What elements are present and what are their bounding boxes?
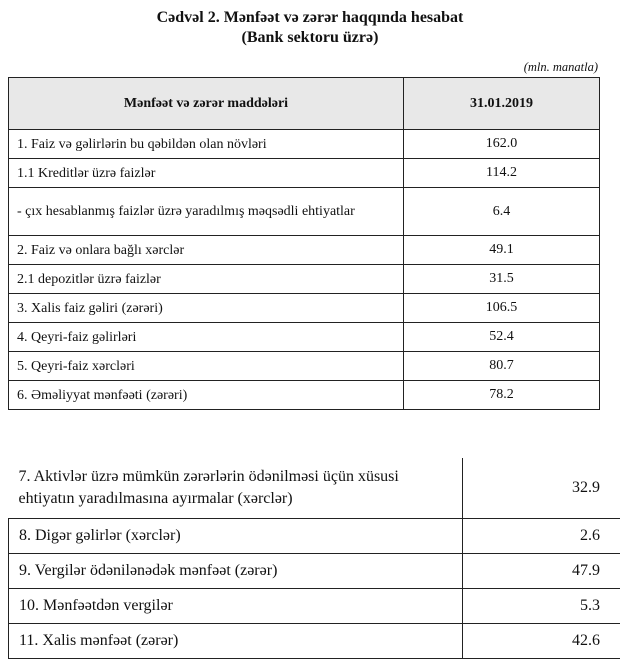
row-value: 6.4 [404, 188, 600, 236]
row-value: 52.4 [404, 323, 600, 352]
table-row [9, 553, 620, 588]
row-value: 106.5 [404, 294, 600, 323]
table-title: Cədvəl 2. Mənfəət və zərər haqqında hesabat [156, 9, 464, 26]
row-label: 6. Əməliyyat mənfəəti (zərəri) [9, 381, 404, 410]
table-row [9, 188, 600, 236]
row-label: 7. Aktivlər üzrə mümkün zərərlərin ödənilməsi üçün xüsusi ehtiyatın yaradılmasına ayırmalar (xərclər) [9, 458, 463, 518]
row-value: 114.2 [404, 159, 600, 188]
table-row [9, 265, 600, 294]
income-statement-table-part2 [8, 458, 620, 659]
table-row [9, 458, 620, 518]
table-row [9, 130, 600, 159]
row-label: 4. Qeyri-faiz gəlirləri [9, 323, 404, 352]
table-subtitle: (Bank sektoru üzrə) [241, 29, 379, 46]
header-date: 31.01.2019 [404, 78, 600, 130]
row-value: 31.5 [404, 265, 600, 294]
row-value: 162.0 [404, 130, 600, 159]
row-value: 2.6 [462, 518, 620, 553]
row-label: 2. Faiz və onlara bağlı xərclər [9, 236, 404, 265]
table-header-row [9, 78, 600, 130]
income-statement-table-part1 [8, 77, 600, 410]
row-label: 11. Xalis mənfəət (zərər) [9, 623, 463, 658]
table-row [9, 323, 600, 352]
row-label: 1.1 Kreditlər üzrə faizlər [9, 159, 404, 188]
row-label: 1. Faiz və gəlirlərin bu qəbildən olan növləri [9, 130, 404, 159]
row-value: 80.7 [404, 352, 600, 381]
table-row [9, 518, 620, 553]
row-value: 32.9 [462, 458, 620, 518]
row-value: 47.9 [462, 553, 620, 588]
row-label: 2.1 depozitlər üzrə faizlər [9, 265, 404, 294]
row-label: 5. Qeyri-faiz xərcləri [9, 352, 404, 381]
unit-note: (mln. manatla) [523, 60, 598, 74]
table-row [9, 588, 620, 623]
row-label: - çıx hesablanmış faizlər üzrə yaradılmış məqsədli ehtiyatlar [9, 188, 404, 236]
table-row [9, 352, 600, 381]
row-value: 78.2 [404, 381, 600, 410]
row-label: 9. Vergilər ödənilənədək mənfəət (zərər) [9, 553, 463, 588]
row-value: 42.6 [462, 623, 620, 658]
table-row [9, 294, 600, 323]
row-label: 8. Digər gəlirlər (xərclər) [9, 518, 463, 553]
table-row [9, 236, 600, 265]
table-row [9, 381, 600, 410]
row-value: 49.1 [404, 236, 600, 265]
header-items: Mənfəət və zərər maddələri [9, 78, 404, 130]
table-row [9, 159, 600, 188]
row-label: 10. Mənfəətdən vergilər [9, 588, 463, 623]
row-label: 3. Xalis faiz gəliri (zərəri) [9, 294, 404, 323]
table-row [9, 623, 620, 658]
row-value: 5.3 [462, 588, 620, 623]
